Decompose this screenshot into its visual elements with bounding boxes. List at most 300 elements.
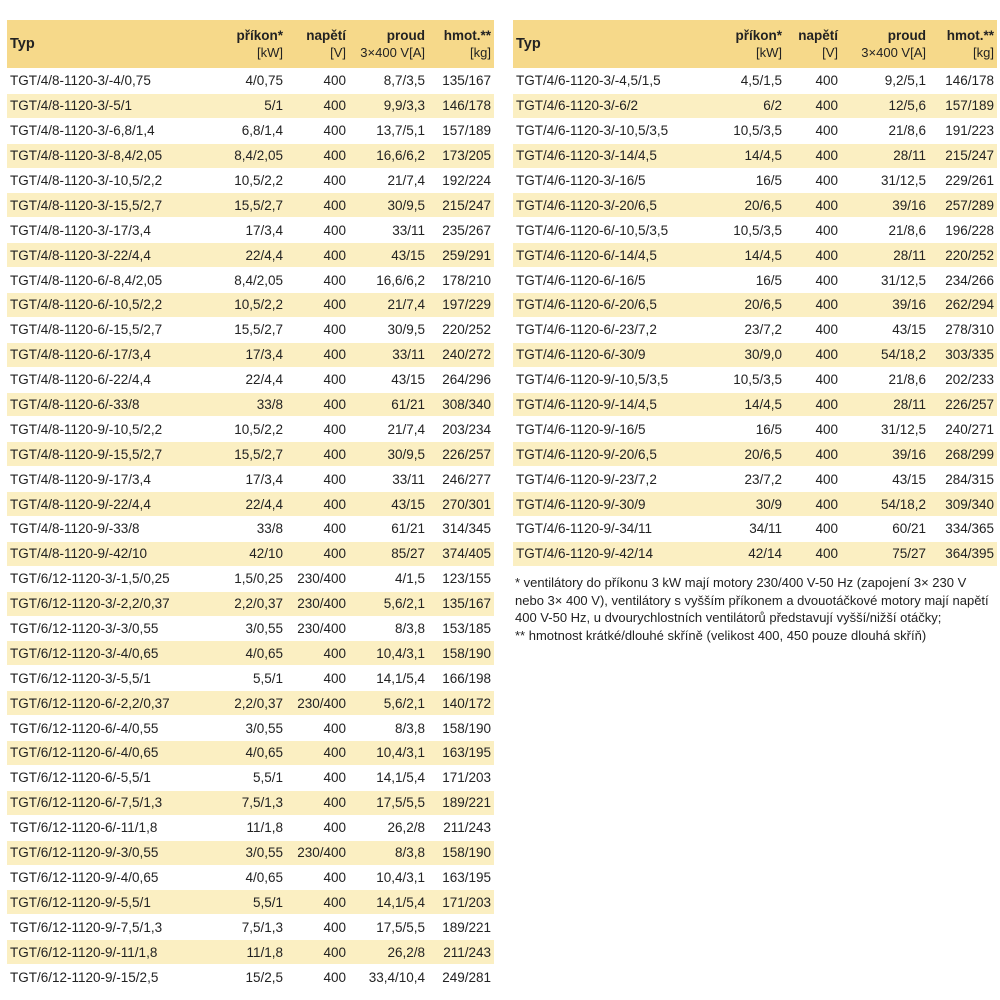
cell-prikon: 20/6,5 <box>711 193 785 218</box>
cell-hmot: 189/221 <box>428 915 494 940</box>
cell-prikon: 30/9 <box>711 492 785 517</box>
cell-napeti: 400 <box>286 392 349 417</box>
table-row <box>7 367 494 392</box>
table-header-row <box>513 20 997 69</box>
cell-typ: TGT/4/6-1120-3/-16/5 <box>513 168 711 193</box>
cell-napeti: 400 <box>286 218 349 243</box>
cell-hmot: 314/345 <box>428 517 494 542</box>
cell-prikon: 11/1,8 <box>207 940 286 965</box>
cell-typ: TGT/4/8-1120-9/-33/8 <box>7 517 207 542</box>
table-row <box>513 442 997 467</box>
cell-napeti: 400 <box>286 890 349 915</box>
table-row <box>7 641 494 666</box>
table-row <box>7 168 494 193</box>
cell-hmot: 157/189 <box>929 93 997 118</box>
cell-proud: 33/11 <box>349 467 428 492</box>
cell-napeti: 230/400 <box>286 591 349 616</box>
cell-typ: TGT/4/6-1120-9/-16/5 <box>513 417 711 442</box>
table-row <box>513 93 997 118</box>
cell-hmot: 262/294 <box>929 293 997 318</box>
cell-proud: 61/21 <box>349 517 428 542</box>
cell-prikon: 22/4,4 <box>207 367 286 392</box>
cell-proud: 31/12,5 <box>841 168 929 193</box>
header-prikon-unit: [kW] <box>257 45 283 60</box>
cell-typ: TGT/6/12-1120-9/-3/0,55 <box>7 840 207 865</box>
cell-hmot: 202/233 <box>929 367 997 392</box>
cell-hmot: 158/190 <box>428 641 494 666</box>
cell-typ: TGT/6/12-1120-9/-15/2,5 <box>7 965 207 989</box>
cell-prikon: 17/3,4 <box>207 467 286 492</box>
cell-napeti: 230/400 <box>286 566 349 591</box>
cell-napeti: 400 <box>286 467 349 492</box>
table-row <box>513 143 997 168</box>
cell-napeti: 400 <box>286 268 349 293</box>
cell-typ: TGT/4/6-1120-6/-20/6,5 <box>513 293 711 318</box>
cell-typ: TGT/4/8-1120-9/-22/4,4 <box>7 492 207 517</box>
cell-typ: TGT/4/8-1120-6/-8,4/2,05 <box>7 268 207 293</box>
cell-typ: TGT/6/12-1120-9/-7,5/1,3 <box>7 915 207 940</box>
cell-napeti: 400 <box>785 168 841 193</box>
table-row <box>7 143 494 168</box>
cell-proud: 16,6/6,2 <box>349 268 428 293</box>
cell-typ: TGT/4/8-1120-3/-22/4,4 <box>7 243 207 268</box>
table-row <box>7 517 494 542</box>
cell-hmot: 163/195 <box>428 741 494 766</box>
cell-proud: 5,6/2,1 <box>349 691 428 716</box>
cell-hmot: 211/243 <box>428 940 494 965</box>
cell-prikon: 14/4,5 <box>711 392 785 417</box>
cell-hmot: 246/277 <box>428 467 494 492</box>
table-row <box>7 865 494 890</box>
cell-proud: 33/11 <box>349 218 428 243</box>
header-prikon-unit: [kW] <box>756 45 782 60</box>
table-row <box>7 342 494 367</box>
table-row <box>7 741 494 766</box>
cell-proud: 26,2/8 <box>349 940 428 965</box>
cell-proud: 4/1,5 <box>349 566 428 591</box>
cell-napeti: 400 <box>785 243 841 268</box>
cell-napeti: 400 <box>286 417 349 442</box>
cell-napeti: 400 <box>286 193 349 218</box>
cell-typ: TGT/4/8-1120-3/-6,8/1,4 <box>7 118 207 143</box>
table-row <box>513 517 997 542</box>
cell-hmot: 158/190 <box>428 716 494 741</box>
cell-typ: TGT/4/6-1120-3/-14/4,5 <box>513 143 711 168</box>
cell-hmot: 153/185 <box>428 616 494 641</box>
table-row <box>7 492 494 517</box>
header-prikon <box>711 20 785 69</box>
cell-hmot: 259/291 <box>428 243 494 268</box>
cell-hmot: 123/155 <box>428 566 494 591</box>
cell-proud: 10,4/3,1 <box>349 741 428 766</box>
footnote-weight: ** hmotnost krátké/dlouhé skříně (velikost 400, 450 pouze dlouhá skříň) <box>515 627 927 643</box>
cell-proud: 8,7/3,5 <box>349 69 428 94</box>
table-row <box>513 69 997 94</box>
cell-typ: TGT/4/6-1120-9/-34/11 <box>513 517 711 542</box>
cell-typ: TGT/6/12-1120-3/-3/0,55 <box>7 616 207 641</box>
cell-proud: 39/16 <box>841 193 929 218</box>
cell-hmot: 171/203 <box>428 890 494 915</box>
cell-hmot: 240/272 <box>428 342 494 367</box>
header-proud <box>349 20 428 69</box>
cell-typ: TGT/6/12-1120-6/-4/0,65 <box>7 741 207 766</box>
cell-prikon: 10,5/2,2 <box>207 293 286 318</box>
footnotes <box>515 574 997 644</box>
cell-proud: 10,4/3,1 <box>349 865 428 890</box>
table-row <box>513 342 997 367</box>
cell-prikon: 3/0,55 <box>207 840 286 865</box>
cell-typ: TGT/4/8-1120-6/-22/4,4 <box>7 367 207 392</box>
cell-prikon: 34/11 <box>711 517 785 542</box>
cell-typ: TGT/4/8-1120-9/-15,5/2,7 <box>7 442 207 467</box>
cell-typ: TGT/6/12-1120-9/-5,5/1 <box>7 890 207 915</box>
cell-napeti: 400 <box>286 517 349 542</box>
cell-hmot: 163/195 <box>428 865 494 890</box>
table-row <box>7 268 494 293</box>
cell-prikon: 8,4/2,05 <box>207 143 286 168</box>
cell-napeti: 400 <box>286 317 349 342</box>
table-row <box>7 467 494 492</box>
cell-hmot: 191/223 <box>929 118 997 143</box>
header-hmot-label: hmot.** <box>946 28 994 43</box>
cell-hmot: 178/210 <box>428 268 494 293</box>
cell-prikon: 15,5/2,7 <box>207 317 286 342</box>
cell-hmot: 140/172 <box>428 691 494 716</box>
cell-proud: 21/8,6 <box>841 367 929 392</box>
cell-typ: TGT/4/6-1120-6/-10,5/3,5 <box>513 218 711 243</box>
cell-proud: 43/15 <box>349 243 428 268</box>
cell-proud: 33,4/10,4 <box>349 965 428 989</box>
cell-hmot: 257/289 <box>929 193 997 218</box>
cell-prikon: 22/4,4 <box>207 243 286 268</box>
cell-proud: 21/7,4 <box>349 293 428 318</box>
cell-napeti: 400 <box>286 765 349 790</box>
cell-typ: TGT/4/6-1120-3/-6/2 <box>513 93 711 118</box>
cell-prikon: 42/10 <box>207 541 286 566</box>
cell-hmot: 240/271 <box>929 417 997 442</box>
header-proud-unit: 3×400 V[A] <box>861 45 926 60</box>
cell-typ: TGT/4/8-1120-6/-33/8 <box>7 392 207 417</box>
header-napeti <box>785 20 841 69</box>
header-hmot <box>929 20 997 69</box>
table-row <box>7 218 494 243</box>
cell-prikon: 20/6,5 <box>711 293 785 318</box>
cell-proud: 10,4/3,1 <box>349 641 428 666</box>
cell-napeti: 400 <box>785 317 841 342</box>
header-proud-label: proud <box>887 28 926 43</box>
cell-prikon: 4,5/1,5 <box>711 69 785 94</box>
cell-prikon: 5,5/1 <box>207 890 286 915</box>
cell-napeti: 400 <box>286 492 349 517</box>
cell-prikon: 7,5/1,3 <box>207 790 286 815</box>
table-row <box>513 467 997 492</box>
cell-napeti: 400 <box>286 741 349 766</box>
cell-napeti: 400 <box>785 193 841 218</box>
cell-proud: 13,7/5,1 <box>349 118 428 143</box>
table-row <box>513 168 997 193</box>
table-row <box>7 317 494 342</box>
cell-typ: TGT/4/8-1120-3/-4/0,75 <box>7 69 207 94</box>
cell-typ: TGT/4/6-1120-9/-42/14 <box>513 541 711 565</box>
header-napeti-label: napětí <box>306 28 346 43</box>
cell-proud: 30/9,5 <box>349 193 428 218</box>
cell-napeti: 400 <box>286 293 349 318</box>
cell-prikon: 3/0,55 <box>207 716 286 741</box>
cell-prikon: 16/5 <box>711 417 785 442</box>
cell-hmot: 158/190 <box>428 840 494 865</box>
cell-typ: TGT/6/12-1120-6/-7,5/1,3 <box>7 790 207 815</box>
cell-napeti: 230/400 <box>286 691 349 716</box>
cell-napeti: 400 <box>286 143 349 168</box>
cell-proud: 43/15 <box>349 367 428 392</box>
table-row <box>7 69 494 94</box>
header-hmot-unit: [kg] <box>470 45 491 60</box>
cell-prikon: 17/3,4 <box>207 342 286 367</box>
cell-napeti: 400 <box>286 168 349 193</box>
cell-hmot: 303/335 <box>929 342 997 367</box>
cell-napeti: 400 <box>785 268 841 293</box>
cell-napeti: 400 <box>785 342 841 367</box>
header-napeti-label: napětí <box>798 28 838 43</box>
table-row <box>7 293 494 318</box>
cell-hmot: 334/365 <box>929 517 997 542</box>
cell-proud: 17,5/5,5 <box>349 790 428 815</box>
header-hmot-unit: [kg] <box>973 45 994 60</box>
cell-hmot: 192/224 <box>428 168 494 193</box>
table-row <box>7 392 494 417</box>
cell-hmot: 226/257 <box>428 442 494 467</box>
table-body-right <box>513 69 997 566</box>
cell-proud: 26,2/8 <box>349 815 428 840</box>
cell-prikon: 20/6,5 <box>711 442 785 467</box>
cell-proud: 14,1/5,4 <box>349 890 428 915</box>
cell-proud: 14,1/5,4 <box>349 765 428 790</box>
cell-hmot: 146/178 <box>929 69 997 94</box>
cell-hmot: 135/167 <box>428 591 494 616</box>
table-row <box>513 317 997 342</box>
header-napeti <box>286 20 349 69</box>
cell-proud: 28/11 <box>841 143 929 168</box>
cell-hmot: 166/198 <box>428 666 494 691</box>
cell-typ: TGT/6/12-1120-6/-2,2/0,37 <box>7 691 207 716</box>
header-prikon <box>207 20 286 69</box>
cell-hmot: 220/252 <box>428 317 494 342</box>
cell-prikon: 5/1 <box>207 93 286 118</box>
cell-hmot: 249/281 <box>428 965 494 989</box>
cell-hmot: 278/310 <box>929 317 997 342</box>
cell-proud: 43/15 <box>349 492 428 517</box>
cell-hmot: 197/229 <box>428 293 494 318</box>
cell-prikon: 33/8 <box>207 517 286 542</box>
cell-typ: TGT/4/8-1120-3/-10,5/2,2 <box>7 168 207 193</box>
cell-typ: TGT/4/8-1120-6/-15,5/2,7 <box>7 317 207 342</box>
cell-napeti: 400 <box>785 467 841 492</box>
cell-typ: TGT/4/6-1120-6/-23/7,2 <box>513 317 711 342</box>
cell-proud: 39/16 <box>841 293 929 318</box>
header-napeti-unit: [V] <box>330 45 346 60</box>
table-row <box>7 442 494 467</box>
cell-typ: TGT/4/6-1120-9/-10,5/3,5 <box>513 367 711 392</box>
cell-prikon: 4/0,65 <box>207 741 286 766</box>
header-proud-unit: 3×400 V[A] <box>360 45 425 60</box>
cell-proud: 60/21 <box>841 517 929 542</box>
table-row <box>7 965 494 989</box>
cell-prikon: 4/0,75 <box>207 69 286 94</box>
table-row <box>7 616 494 641</box>
cell-proud: 43/15 <box>841 467 929 492</box>
cell-proud: 8/3,8 <box>349 840 428 865</box>
cell-hmot: 229/261 <box>929 168 997 193</box>
cell-hmot: 196/228 <box>929 218 997 243</box>
cell-napeti: 400 <box>785 218 841 243</box>
cell-prikon: 10,5/3,5 <box>711 118 785 143</box>
cell-proud: 54/18,2 <box>841 492 929 517</box>
cell-hmot: 215/247 <box>428 193 494 218</box>
cell-hmot: 146/178 <box>428 93 494 118</box>
cell-proud: 75/27 <box>841 541 929 565</box>
cell-napeti: 400 <box>286 666 349 691</box>
table-row <box>513 417 997 442</box>
table-row <box>513 118 997 143</box>
cell-proud: 31/12,5 <box>841 417 929 442</box>
cell-typ: TGT/6/12-1120-9/-4/0,65 <box>7 865 207 890</box>
cell-typ: TGT/4/8-1120-9/-17/3,4 <box>7 467 207 492</box>
cell-typ: TGT/4/6-1120-9/-30/9 <box>513 492 711 517</box>
cell-napeti: 400 <box>785 69 841 94</box>
cell-napeti: 400 <box>286 716 349 741</box>
cell-proud: 8/3,8 <box>349 716 428 741</box>
cell-prikon: 33/8 <box>207 392 286 417</box>
cell-prikon: 17/3,4 <box>207 218 286 243</box>
cell-prikon: 3/0,55 <box>207 616 286 641</box>
cell-napeti: 400 <box>785 367 841 392</box>
cell-prikon: 6/2 <box>711 93 785 118</box>
cell-napeti: 400 <box>286 815 349 840</box>
cell-hmot: 234/266 <box>929 268 997 293</box>
cell-hmot: 215/247 <box>929 143 997 168</box>
table-row <box>513 293 997 318</box>
table-row <box>7 666 494 691</box>
cell-hmot: 308/340 <box>428 392 494 417</box>
table-header-row <box>7 20 494 69</box>
cell-typ: TGT/6/12-1120-3/-2,2/0,37 <box>7 591 207 616</box>
cell-proud: 9,2/5,1 <box>841 69 929 94</box>
cell-prikon: 23/7,2 <box>711 467 785 492</box>
cell-proud: 21/7,4 <box>349 168 428 193</box>
table-row <box>7 890 494 915</box>
cell-napeti: 400 <box>785 517 841 542</box>
cell-prikon: 10,5/3,5 <box>711 218 785 243</box>
table-row <box>7 691 494 716</box>
cell-typ: TGT/4/8-1120-9/-10,5/2,2 <box>7 417 207 442</box>
header-prikon-label: příkon* <box>735 28 782 43</box>
cell-proud: 8/3,8 <box>349 616 428 641</box>
cell-prikon: 7,5/1,3 <box>207 915 286 940</box>
cell-napeti: 400 <box>286 790 349 815</box>
cell-prikon: 15,5/2,7 <box>207 193 286 218</box>
cell-napeti: 400 <box>286 93 349 118</box>
table-row <box>513 541 997 565</box>
cell-proud: 21/8,6 <box>841 118 929 143</box>
table-row <box>513 367 997 392</box>
cell-prikon: 10,5/3,5 <box>711 367 785 392</box>
cell-typ: TGT/4/6-1120-9/-20/6,5 <box>513 442 711 467</box>
table-row <box>7 193 494 218</box>
cell-proud: 43/15 <box>841 317 929 342</box>
cell-typ: TGT/6/12-1120-6/-11/1,8 <box>7 815 207 840</box>
table-row <box>7 765 494 790</box>
cell-hmot: 203/234 <box>428 417 494 442</box>
cell-hmot: 268/299 <box>929 442 997 467</box>
cell-prikon: 10,5/2,2 <box>207 417 286 442</box>
cell-typ: TGT/6/12-1120-3/-5,5/1 <box>7 666 207 691</box>
cell-proud: 85/27 <box>349 541 428 566</box>
cell-prikon: 16/5 <box>711 268 785 293</box>
spec-table-right <box>513 20 997 566</box>
table-row <box>7 93 494 118</box>
table-row <box>7 940 494 965</box>
cell-prikon: 10,5/2,2 <box>207 168 286 193</box>
cell-prikon: 4/0,65 <box>207 641 286 666</box>
cell-napeti: 400 <box>286 541 349 566</box>
cell-hmot: 264/296 <box>428 367 494 392</box>
table-row <box>7 541 494 566</box>
table-row <box>7 815 494 840</box>
cell-proud: 9,9/3,3 <box>349 93 428 118</box>
table-row <box>7 417 494 442</box>
cell-napeti: 400 <box>286 641 349 666</box>
footnote-power-voltage: * ventilátory do příkonu 3 kW mají motory 230/400 V-50 Hz (zapojení 3× 230 V nebo 3× 400 V), ventilátory s vyšším příkonem a dvouotáčkové motory mají napětí 400 V-50 Hz, u dvourychlostních ventilátorů představují vyšší/nižší otáčky; <box>515 575 989 625</box>
cell-typ: TGT/6/12-1120-3/-4/0,65 <box>7 641 207 666</box>
cell-hmot: 270/301 <box>428 492 494 517</box>
cell-proud: 5,6/2,1 <box>349 591 428 616</box>
table-row <box>513 218 997 243</box>
cell-proud: 21/7,4 <box>349 417 428 442</box>
cell-prikon: 8,4/2,05 <box>207 268 286 293</box>
cell-napeti: 400 <box>785 118 841 143</box>
cell-typ: TGT/6/12-1120-3/-1,5/0,25 <box>7 566 207 591</box>
cell-typ: TGT/6/12-1120-6/-4/0,55 <box>7 716 207 741</box>
cell-typ: TGT/4/8-1120-3/-5/1 <box>7 93 207 118</box>
table-row <box>7 716 494 741</box>
cell-prikon: 15/2,5 <box>207 965 286 989</box>
cell-prikon: 2,2/0,37 <box>207 591 286 616</box>
table-row <box>7 243 494 268</box>
cell-napeti: 230/400 <box>286 840 349 865</box>
cell-typ: TGT/4/8-1120-3/-15,5/2,7 <box>7 193 207 218</box>
cell-proud: 31/12,5 <box>841 268 929 293</box>
cell-typ: TGT/4/6-1120-3/-20/6,5 <box>513 193 711 218</box>
cell-prikon: 23/7,2 <box>711 317 785 342</box>
cell-prikon: 11/1,8 <box>207 815 286 840</box>
table-row <box>7 591 494 616</box>
cell-hmot: 173/205 <box>428 143 494 168</box>
cell-proud: 39/16 <box>841 442 929 467</box>
cell-napeti: 230/400 <box>286 616 349 641</box>
cell-proud: 21/8,6 <box>841 218 929 243</box>
table-row <box>513 193 997 218</box>
cell-hmot: 226/257 <box>929 392 997 417</box>
cell-prikon: 22/4,4 <box>207 492 286 517</box>
table-row <box>513 268 997 293</box>
cell-proud: 12/5,6 <box>841 93 929 118</box>
cell-proud: 54/18,2 <box>841 342 929 367</box>
cell-napeti: 400 <box>286 442 349 467</box>
cell-prikon: 16/5 <box>711 168 785 193</box>
header-typ: Typ <box>7 20 207 69</box>
cell-napeti: 400 <box>286 940 349 965</box>
table-body-left <box>7 69 494 989</box>
